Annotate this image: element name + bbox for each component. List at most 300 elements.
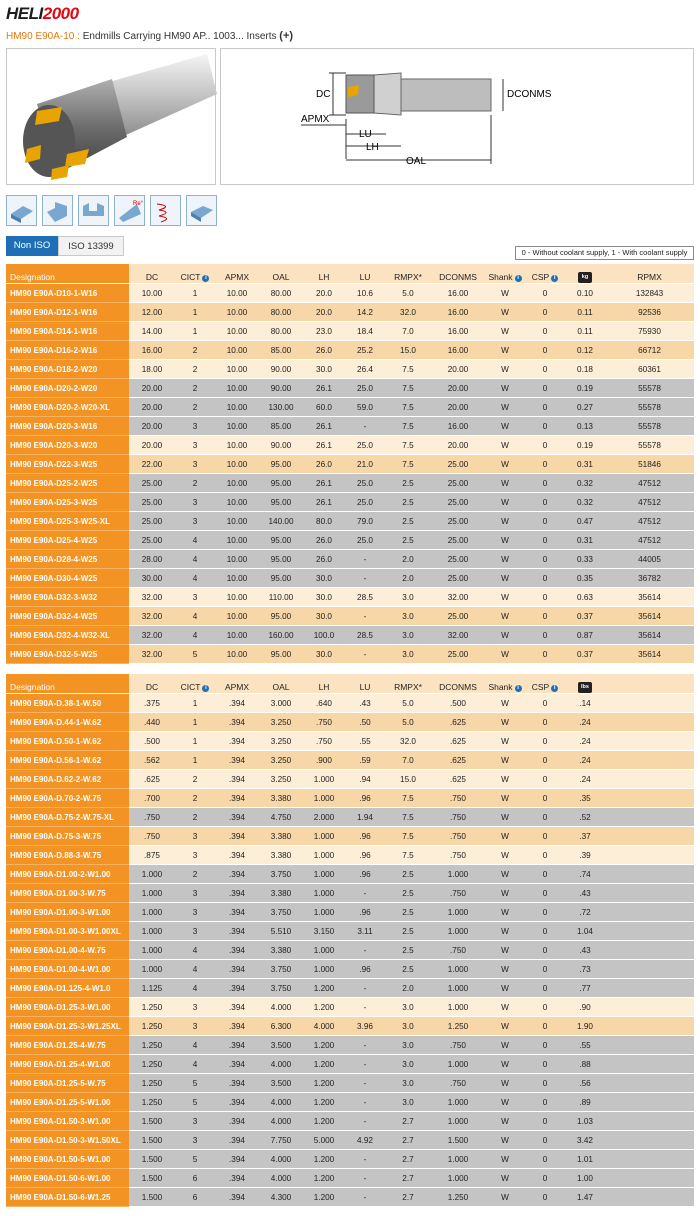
cell-lh: 1.200 xyxy=(303,979,345,998)
table-row[interactable] xyxy=(6,398,694,417)
cell-dc: 32.00 xyxy=(129,645,175,664)
cell-cict: 4 xyxy=(175,1055,215,1074)
table-row[interactable] xyxy=(6,941,694,960)
cell-shank: W xyxy=(485,998,525,1017)
table-row[interactable] xyxy=(6,770,694,789)
cell-designation[interactable]: HM90 E90A-D32-4-W25 xyxy=(6,607,129,626)
cell-csp: 0 xyxy=(525,550,565,569)
cell-designation[interactable]: HM90 E90A-D1.50-5-W1.00 xyxy=(6,1150,129,1169)
table-row[interactable] xyxy=(6,903,694,922)
cell-rmpx: 2.5 xyxy=(385,903,431,922)
cell-apmx: 10.00 xyxy=(215,493,259,512)
cell-rpmx xyxy=(605,713,694,732)
cell-oal: 95.00 xyxy=(259,474,303,493)
cell-designation[interactable]: HM90 E90A-D.50-1-W.62 xyxy=(6,732,129,751)
cell-shank: W xyxy=(485,341,525,360)
cell-shank: W xyxy=(485,645,525,664)
cell-dc: 28.00 xyxy=(129,550,175,569)
table-row[interactable] xyxy=(6,1093,694,1112)
table-row[interactable] xyxy=(6,1074,694,1093)
cell-rmpx: 3.0 xyxy=(385,1036,431,1055)
cell-weight: 0.35 xyxy=(565,569,605,588)
cell-dc: 1.250 xyxy=(129,1055,175,1074)
info-icon[interactable]: i xyxy=(551,685,558,692)
info-icon[interactable]: i xyxy=(202,685,209,692)
dim-apmx: APMX xyxy=(301,114,330,125)
cell-cict: 3 xyxy=(175,1017,215,1036)
cell-lh: 26.1 xyxy=(303,379,345,398)
cell-csp: 0 xyxy=(525,732,565,751)
cell-apmx: .394 xyxy=(215,751,259,770)
cell-rmpx: 2.7 xyxy=(385,1131,431,1150)
cell-designation[interactable]: HM90 E90A-D1.00-2-W1.00 xyxy=(6,865,129,884)
cell-designation[interactable]: HM90 E90A-D.75-3-W.75 xyxy=(6,827,129,846)
cell-cict: 3 xyxy=(175,827,215,846)
cell-designation[interactable]: HM90 E90A-D1.25-3-W1.00 xyxy=(6,998,129,1017)
table-row[interactable] xyxy=(6,1017,694,1036)
cell-csp: 0 xyxy=(525,284,565,303)
cell-designation[interactable]: HM90 E90A-D20-3-W20 xyxy=(6,436,129,455)
cell-cict: 4 xyxy=(175,550,215,569)
cell-dconms: 25.00 xyxy=(431,493,485,512)
cell-rmpx: 2.7 xyxy=(385,1112,431,1131)
table-row[interactable] xyxy=(6,588,694,607)
cell-csp: 0 xyxy=(525,588,565,607)
cell-weight: 3.42 xyxy=(565,1131,605,1150)
info-icon[interactable]: i xyxy=(202,275,209,282)
cell-apmx: .394 xyxy=(215,827,259,846)
cell-weight: 0.47 xyxy=(565,512,605,531)
cell-cict: 2 xyxy=(175,474,215,493)
cell-cict: 6 xyxy=(175,1169,215,1188)
cell-weight: .43 xyxy=(565,884,605,903)
cell-designation[interactable]: HM90 E90A-D.44-1-W.62 xyxy=(6,713,129,732)
cell-designation[interactable]: HM90 E90A-D.62-2-W.62 xyxy=(6,770,129,789)
cell-apmx: 10.00 xyxy=(215,474,259,493)
cell-rmpx: 32.0 xyxy=(385,303,431,322)
cell-lu: 25.2 xyxy=(345,341,385,360)
table-row[interactable] xyxy=(6,379,694,398)
cell-dc: 32.00 xyxy=(129,588,175,607)
cell-csp: 0 xyxy=(525,341,565,360)
cell-designation[interactable]: HM90 E90A-D1.25-5-W1.00 xyxy=(6,1093,129,1112)
table-row[interactable] xyxy=(6,922,694,941)
table-row[interactable] xyxy=(6,303,694,322)
cell-oal: 3.500 xyxy=(259,1074,303,1093)
cell-designation[interactable]: HM90 E90A-D12-1-W16 xyxy=(6,303,129,322)
cell-designation[interactable]: HM90 E90A-D32-4-W32-XL xyxy=(6,626,129,645)
col-header-rpmx: RPMX xyxy=(605,264,694,284)
cell-lu: - xyxy=(345,1188,385,1207)
cell-lu: 26.4 xyxy=(345,360,385,379)
cell-oal: 85.00 xyxy=(259,417,303,436)
cell-oal: 95.00 xyxy=(259,569,303,588)
dim-lh: LH xyxy=(366,142,379,153)
cell-cict: 1 xyxy=(175,694,215,713)
cell-csp: 0 xyxy=(525,1017,565,1036)
cell-shank: W xyxy=(485,979,525,998)
cell-designation[interactable]: HM90 E90A-D16-2-W16 xyxy=(6,341,129,360)
cell-designation[interactable]: HM90 E90A-D.88-3-W.75 xyxy=(6,846,129,865)
cell-csp: 0 xyxy=(525,569,565,588)
cell-designation[interactable]: HM90 E90A-D25-3-W25 xyxy=(6,493,129,512)
cell-lh: 26.1 xyxy=(303,474,345,493)
cell-oal: 140.00 xyxy=(259,512,303,531)
table-row[interactable] xyxy=(6,1150,694,1169)
table-row[interactable] xyxy=(6,1055,694,1074)
cell-cict: 5 xyxy=(175,1093,215,1112)
cell-apmx: .394 xyxy=(215,1131,259,1150)
table-row[interactable] xyxy=(6,550,694,569)
cell-shank: W xyxy=(485,626,525,645)
table-row[interactable] xyxy=(6,694,694,713)
cell-shank: W xyxy=(485,770,525,789)
cell-rmpx: 5.0 xyxy=(385,713,431,732)
cell-dconms: 1.000 xyxy=(431,979,485,998)
plunging-icon[interactable] xyxy=(186,195,217,226)
cell-dc: 18.00 xyxy=(129,360,175,379)
cell-designation[interactable]: HM90 E90A-D1.00-3-W.75 xyxy=(6,884,129,903)
cell-weight: .56 xyxy=(565,1074,605,1093)
cell-dc: 25.00 xyxy=(129,493,175,512)
cell-oal: 3.750 xyxy=(259,903,303,922)
cell-shank: W xyxy=(485,1131,525,1150)
cell-designation[interactable]: HM90 E90A-D1.50-6-W1.00 xyxy=(6,1169,129,1188)
table-row[interactable] xyxy=(6,1131,694,1150)
cell-designation[interactable]: HM90 E90A-D28-4-W25 xyxy=(6,550,129,569)
cell-dc: 1.500 xyxy=(129,1131,175,1150)
cell-dconms: 20.00 xyxy=(431,379,485,398)
table-row[interactable] xyxy=(6,1188,694,1207)
ramping-icon[interactable] xyxy=(114,195,145,226)
cell-dc: 1.500 xyxy=(129,1188,175,1207)
table-row[interactable] xyxy=(6,789,694,808)
cell-designation[interactable]: HM90 E90A-D32-3-W32 xyxy=(6,588,129,607)
cell-designation[interactable]: HM90 E90A-D1.50-3-W1.50XL xyxy=(6,1131,129,1150)
cell-oal: 85.00 xyxy=(259,341,303,360)
cell-cict: 3 xyxy=(175,1112,215,1131)
table-row[interactable] xyxy=(6,474,694,493)
cell-oal: 80.00 xyxy=(259,284,303,303)
tab-iso-13399[interactable]: ISO 13399 xyxy=(58,236,124,256)
cell-dconms: 1.000 xyxy=(431,1169,485,1188)
cell-dc: 1.250 xyxy=(129,1036,175,1055)
cell-shank: W xyxy=(485,417,525,436)
cell-designation[interactable]: HM90 E90A-D18-2-W20 xyxy=(6,360,129,379)
cell-dconms: .625 xyxy=(431,770,485,789)
cell-lu: - xyxy=(345,941,385,960)
cell-apmx: 10.00 xyxy=(215,626,259,645)
cell-rpmx xyxy=(605,1074,694,1093)
cell-shank: W xyxy=(485,379,525,398)
cell-designation[interactable]: HM90 E90A-D20-2-W20 xyxy=(6,379,129,398)
table-row[interactable] xyxy=(6,455,694,474)
cell-shank: W xyxy=(485,903,525,922)
cell-designation[interactable]: HM90 E90A-D25-2-W25 xyxy=(6,474,129,493)
cell-apmx: .394 xyxy=(215,1074,259,1093)
cell-oal: 4.000 xyxy=(259,1150,303,1169)
cell-weight: 0.18 xyxy=(565,360,605,379)
cell-apmx: 10.00 xyxy=(215,379,259,398)
table-row[interactable] xyxy=(6,827,694,846)
cell-shank: W xyxy=(485,922,525,941)
cell-apmx: .394 xyxy=(215,922,259,941)
cell-designation[interactable]: HM90 E90A-D20-2-W20-XL xyxy=(6,398,129,417)
cell-designation[interactable]: HM90 E90A-D1.00-4-W.75 xyxy=(6,941,129,960)
cell-lh: 1.000 xyxy=(303,865,345,884)
cell-designation[interactable]: HM90 E90A-D1.125-4-W1.0 xyxy=(6,979,129,998)
cell-weight: .24 xyxy=(565,732,605,751)
cell-cict: 4 xyxy=(175,569,215,588)
cell-lh: 4.000 xyxy=(303,1017,345,1036)
cell-designation[interactable]: HM90 E90A-D.70-2-W.75 xyxy=(6,789,129,808)
cell-rpmx xyxy=(605,1150,694,1169)
cell-cict: 3 xyxy=(175,1131,215,1150)
cell-lu: - xyxy=(345,550,385,569)
helical-interpolation-icon[interactable] xyxy=(150,195,181,226)
cell-designation[interactable]: HM90 E90A-D20-3-W16 xyxy=(6,417,129,436)
cell-weight: 0.11 xyxy=(565,322,605,341)
table-row[interactable] xyxy=(6,531,694,550)
cell-shank: W xyxy=(485,1093,525,1112)
cell-lh: 30.0 xyxy=(303,360,345,379)
cell-dconms: 16.00 xyxy=(431,303,485,322)
face-milling-icon[interactable] xyxy=(6,195,37,226)
col-header-lh: LH xyxy=(303,264,345,284)
cell-lh: .750 xyxy=(303,732,345,751)
cell-designation[interactable]: HM90 E90A-D25-3-W25-XL xyxy=(6,512,129,531)
cell-dconms: 25.00 xyxy=(431,569,485,588)
cell-csp: 0 xyxy=(525,998,565,1017)
cell-lu: 79.0 xyxy=(345,512,385,531)
cell-designation[interactable]: HM90 E90A-D22-3-W25 xyxy=(6,455,129,474)
cell-csp: 0 xyxy=(525,789,565,808)
cell-rpmx: 35614 xyxy=(605,607,694,626)
tool-photo xyxy=(6,48,216,185)
cell-lh: 26.1 xyxy=(303,417,345,436)
cell-csp: 0 xyxy=(525,694,565,713)
table-row[interactable] xyxy=(6,865,694,884)
cell-designation[interactable]: HM90 E90A-D25-4-W25 xyxy=(6,531,129,550)
cell-designation[interactable]: HM90 E90A-D10-1-W16 xyxy=(6,284,129,303)
cell-designation[interactable]: HM90 E90A-D1.00-4-W1.00 xyxy=(6,960,129,979)
table-row[interactable] xyxy=(6,493,694,512)
table-row[interactable] xyxy=(6,607,694,626)
cell-apmx: .394 xyxy=(215,960,259,979)
table-row[interactable] xyxy=(6,1112,694,1131)
cell-rmpx: 3.0 xyxy=(385,1074,431,1093)
cell-apmx: 10.00 xyxy=(215,341,259,360)
cell-designation[interactable]: HM90 E90A-D1.50-3-W1.00 xyxy=(6,1112,129,1131)
cell-apmx: .394 xyxy=(215,713,259,732)
cell-rpmx xyxy=(605,808,694,827)
cell-rpmx xyxy=(605,1093,694,1112)
cell-designation[interactable]: HM90 E90A-D.56-1-W.62 xyxy=(6,751,129,770)
table-row[interactable] xyxy=(6,436,694,455)
cell-shank: W xyxy=(485,1169,525,1188)
cell-dc: .440 xyxy=(129,713,175,732)
cell-weight: .24 xyxy=(565,751,605,770)
cell-dc: 25.00 xyxy=(129,531,175,550)
cell-shank: W xyxy=(485,751,525,770)
col-header-rmpx: RMPX* xyxy=(385,674,431,694)
cell-rpmx: 55578 xyxy=(605,417,694,436)
cell-lh: 1.000 xyxy=(303,941,345,960)
cell-rpmx: 35614 xyxy=(605,588,694,607)
table-row[interactable] xyxy=(6,417,694,436)
cell-rmpx: 7.5 xyxy=(385,398,431,417)
cell-oal: 90.00 xyxy=(259,360,303,379)
cell-cict: 2 xyxy=(175,789,215,808)
info-icon[interactable]: i xyxy=(515,685,522,692)
cell-dc: .562 xyxy=(129,751,175,770)
table-row[interactable] xyxy=(6,645,694,664)
coolant-legend: 0 - Without coolant supply, 1 - With coolant supply xyxy=(515,246,694,260)
cell-oal: 3.500 xyxy=(259,1036,303,1055)
table-row[interactable] xyxy=(6,979,694,998)
table-row[interactable] xyxy=(6,284,694,303)
cell-lu: - xyxy=(345,1074,385,1093)
info-icon[interactable]: i xyxy=(515,275,522,282)
cell-rpmx: 55578 xyxy=(605,379,694,398)
cell-cict: 1 xyxy=(175,303,215,322)
dim-lu: LU xyxy=(359,129,372,140)
info-icon[interactable]: i xyxy=(551,275,558,282)
table-row[interactable] xyxy=(6,846,694,865)
cell-weight: .55 xyxy=(565,1036,605,1055)
cell-weight: 0.87 xyxy=(565,626,605,645)
cell-lu: .55 xyxy=(345,732,385,751)
cell-designation[interactable]: HM90 E90A-D1.00-3-W1.00 xyxy=(6,903,129,922)
cell-csp: 0 xyxy=(525,417,565,436)
expand-toggle[interactable]: (+) xyxy=(279,30,294,42)
cell-csp: 0 xyxy=(525,827,565,846)
table-row[interactable] xyxy=(6,884,694,903)
cell-oal: 4.000 xyxy=(259,998,303,1017)
cell-designation[interactable]: HM90 E90A-D.38-1-W.50 xyxy=(6,694,129,713)
cell-csp: 0 xyxy=(525,1055,565,1074)
cell-rmpx: 7.0 xyxy=(385,751,431,770)
cell-dc: .625 xyxy=(129,770,175,789)
cell-lh: .900 xyxy=(303,751,345,770)
cell-dconms: 32.00 xyxy=(431,626,485,645)
cell-rmpx: 2.0 xyxy=(385,979,431,998)
table-row[interactable] xyxy=(6,808,694,827)
shoulder-milling-icon[interactable] xyxy=(42,195,73,226)
cell-lu: .94 xyxy=(345,770,385,789)
cell-rmpx: 2.5 xyxy=(385,493,431,512)
cell-apmx: .394 xyxy=(215,941,259,960)
cell-designation[interactable]: HM90 E90A-D30-4-W25 xyxy=(6,569,129,588)
tab-non-iso[interactable]: Non ISO xyxy=(6,236,58,256)
cell-designation[interactable]: HM90 E90A-D14-1-W16 xyxy=(6,322,129,341)
cell-lu: 28.5 xyxy=(345,588,385,607)
cell-rpmx xyxy=(605,694,694,713)
cell-dconms: 32.00 xyxy=(431,588,485,607)
cell-lu: - xyxy=(345,569,385,588)
cell-lu: - xyxy=(345,645,385,664)
table-row[interactable] xyxy=(6,322,694,341)
cell-lh: 1.200 xyxy=(303,1036,345,1055)
cell-dconms: 25.00 xyxy=(431,607,485,626)
cell-designation[interactable]: HM90 E90A-D1.50-6-W1.25 xyxy=(6,1188,129,1207)
cell-cict: 2 xyxy=(175,865,215,884)
cell-shank: W xyxy=(485,808,525,827)
cell-rpmx: 47512 xyxy=(605,531,694,550)
cell-lh: 26.0 xyxy=(303,455,345,474)
cell-rmpx: 7.5 xyxy=(385,417,431,436)
cell-weight: 0.27 xyxy=(565,398,605,417)
cell-weight: .39 xyxy=(565,846,605,865)
cell-lu: .43 xyxy=(345,694,385,713)
cell-apmx: .394 xyxy=(215,1169,259,1188)
cell-rmpx: 7.5 xyxy=(385,808,431,827)
cell-rpmx: 75930 xyxy=(605,322,694,341)
table-row[interactable] xyxy=(6,960,694,979)
cell-designation[interactable]: HM90 E90A-D32-5-W25 xyxy=(6,645,129,664)
cell-dc: 32.00 xyxy=(129,626,175,645)
table-row[interactable] xyxy=(6,732,694,751)
cell-cict: 1 xyxy=(175,713,215,732)
cell-designation[interactable]: HM90 E90A-D1.25-4-W.75 xyxy=(6,1036,129,1055)
cell-apmx: 10.00 xyxy=(215,569,259,588)
table-row[interactable] xyxy=(6,569,694,588)
cell-dc: 1.000 xyxy=(129,865,175,884)
col-header-designation: Designation xyxy=(6,674,129,694)
cell-dconms: 25.00 xyxy=(431,531,485,550)
table-row[interactable] xyxy=(6,626,694,645)
cell-shank: W xyxy=(485,884,525,903)
table-row[interactable] xyxy=(6,751,694,770)
cell-rpmx xyxy=(605,732,694,751)
cell-shank: W xyxy=(485,1188,525,1207)
cell-lu: 25.0 xyxy=(345,474,385,493)
slotting-icon[interactable] xyxy=(78,195,109,226)
cell-shank: W xyxy=(485,1036,525,1055)
cell-dconms: 1.000 xyxy=(431,865,485,884)
table-row[interactable] xyxy=(6,1169,694,1188)
cell-designation[interactable]: HM90 E90A-D1.25-3-W1.25XL xyxy=(6,1017,129,1036)
cell-oal: 3.380 xyxy=(259,884,303,903)
cell-cict: 3 xyxy=(175,884,215,903)
cell-lh: 1.200 xyxy=(303,998,345,1017)
cell-designation[interactable]: HM90 E90A-D1.25-5-W.75 xyxy=(6,1074,129,1093)
table-row[interactable] xyxy=(6,998,694,1017)
table-row[interactable] xyxy=(6,360,694,379)
cell-designation[interactable]: HM90 E90A-D1.25-4-W1.00 xyxy=(6,1055,129,1074)
cell-dconms: .750 xyxy=(431,789,485,808)
col-header-dc: DC xyxy=(129,674,175,694)
cell-rmpx: 3.0 xyxy=(385,607,431,626)
table-row[interactable] xyxy=(6,1036,694,1055)
cell-cict: 4 xyxy=(175,607,215,626)
cell-oal: 3.750 xyxy=(259,960,303,979)
cell-apmx: .394 xyxy=(215,1036,259,1055)
cell-cict: 3 xyxy=(175,846,215,865)
col-header-lu: LU xyxy=(345,674,385,694)
cell-oal: 80.00 xyxy=(259,303,303,322)
cell-rmpx: 7.5 xyxy=(385,455,431,474)
cell-weight: .77 xyxy=(565,979,605,998)
cell-designation[interactable]: HM90 E90A-D.75-2-W.75-XL xyxy=(6,808,129,827)
table-row[interactable] xyxy=(6,713,694,732)
table-row[interactable] xyxy=(6,512,694,531)
metric-table xyxy=(6,264,694,664)
cell-csp: 0 xyxy=(525,645,565,664)
table-row[interactable] xyxy=(6,341,694,360)
cell-lu: 1.94 xyxy=(345,808,385,827)
cell-designation[interactable]: HM90 E90A-D1.00-3-W1.00XL xyxy=(6,922,129,941)
